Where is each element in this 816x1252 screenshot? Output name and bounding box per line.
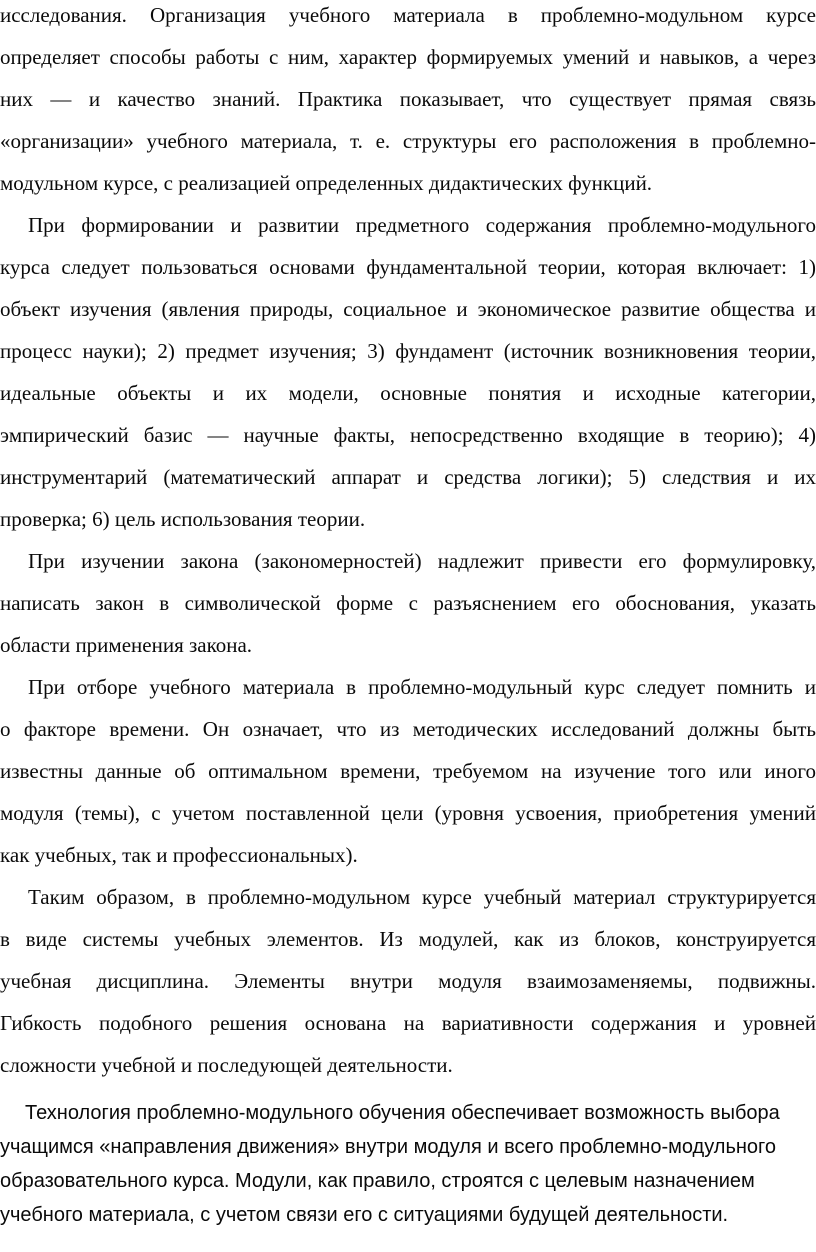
- text-line: модуля (темы), с учетом поставленной цели (уровня усвоения, приобретения умений: [0, 801, 816, 825]
- paragraph-p2: [0, 204, 816, 540]
- text-line: учебная дисциплина. Элементы внутри модуля взаимозаменяемы, подвижны.: [0, 969, 816, 993]
- paragraph-p1: [0, 0, 816, 204]
- text-line: них — и качество знаний. Практика показывает, что существует прямая связь: [0, 87, 816, 111]
- text-line: известны данные об оптимальном времени, требуемом на изучение того или иного: [0, 759, 816, 783]
- paragraph-p3: [0, 540, 816, 666]
- text-line: идеальные объекты и их модели, основные понятия и исходные категории,: [0, 381, 816, 405]
- text-line: как учебных, так и профессиональных).: [0, 843, 358, 867]
- paragraph-p6: [0, 1096, 816, 1232]
- text-line: Таким образом, в проблемно-модульном курсе учебный материал структурируется: [28, 885, 816, 909]
- text-line: области применения закона.: [0, 633, 253, 657]
- text-line: в виде системы учебных элементов. Из модулей, как из блоков, конструируется: [0, 927, 816, 951]
- text-line: При изучении закона (закономерностей) надлежит привести его формулировку,: [28, 549, 816, 573]
- text-line: учащимся «направления движения» внутри модуля и всего проблемно-модульного: [0, 1136, 777, 1158]
- text-line: Гибкость подобного решения основана на вариативности содержания и уровней: [0, 1011, 816, 1035]
- text-line: процесс науки); 2) предмет изучения; 3) фундамент (источник возникновения теории,: [0, 339, 816, 363]
- text-line: сложности учебной и последующей деятельности.: [0, 1053, 453, 1077]
- text-line: «организации» учебного материала, т. е. структуры его расположения в проблемно-: [0, 129, 816, 153]
- text-line: проверка; 6) цель использования теории.: [0, 507, 366, 531]
- text-line: объект изучения (явления природы, социальное и экономическое развитие общества и: [0, 297, 816, 321]
- text-line: курса следует пользоваться основами фундаментальной теории, которая включает: 1): [0, 255, 816, 279]
- text-line: определяет способы работы с ним, характер формируемых умений и навыков, а через: [0, 45, 816, 69]
- text-line: учебного материала, с учетом связи его с ситуациями будущей деятельности.: [0, 1204, 729, 1226]
- text-line: Технология проблемно-модульного обучения обеспечивает возможность выбора: [25, 1102, 780, 1124]
- text-line: исследования. Организация учебного материала в проблемно-модульном курсе: [0, 3, 816, 27]
- text-line: образовательного курса. Модули, как правило, строятся с целевым назначением: [0, 1170, 755, 1192]
- text-line: модульном курсе, с реализацией определенных дидактических функций.: [0, 171, 653, 195]
- text-line: о факторе времени. Он означает, что из методических исследований должны быть: [0, 717, 816, 741]
- text-line: инструментарий (математический аппарат и средства логики); 5) следствия и их: [0, 465, 816, 489]
- text-line: При формировании и развитии предметного содержания проблемно-модульного: [28, 213, 816, 237]
- paragraph-p4: [0, 666, 816, 876]
- paragraph-p5: [0, 876, 816, 1086]
- text-line: При отборе учебного материала в проблемно-модульный курс следует помнить и: [28, 675, 816, 699]
- text-line: написать закон в символической форме с разъяснением его обоснования, указать: [0, 591, 816, 615]
- text-line: эмпирический базис — научные факты, непосредственно входящие в теорию); 4): [0, 423, 816, 447]
